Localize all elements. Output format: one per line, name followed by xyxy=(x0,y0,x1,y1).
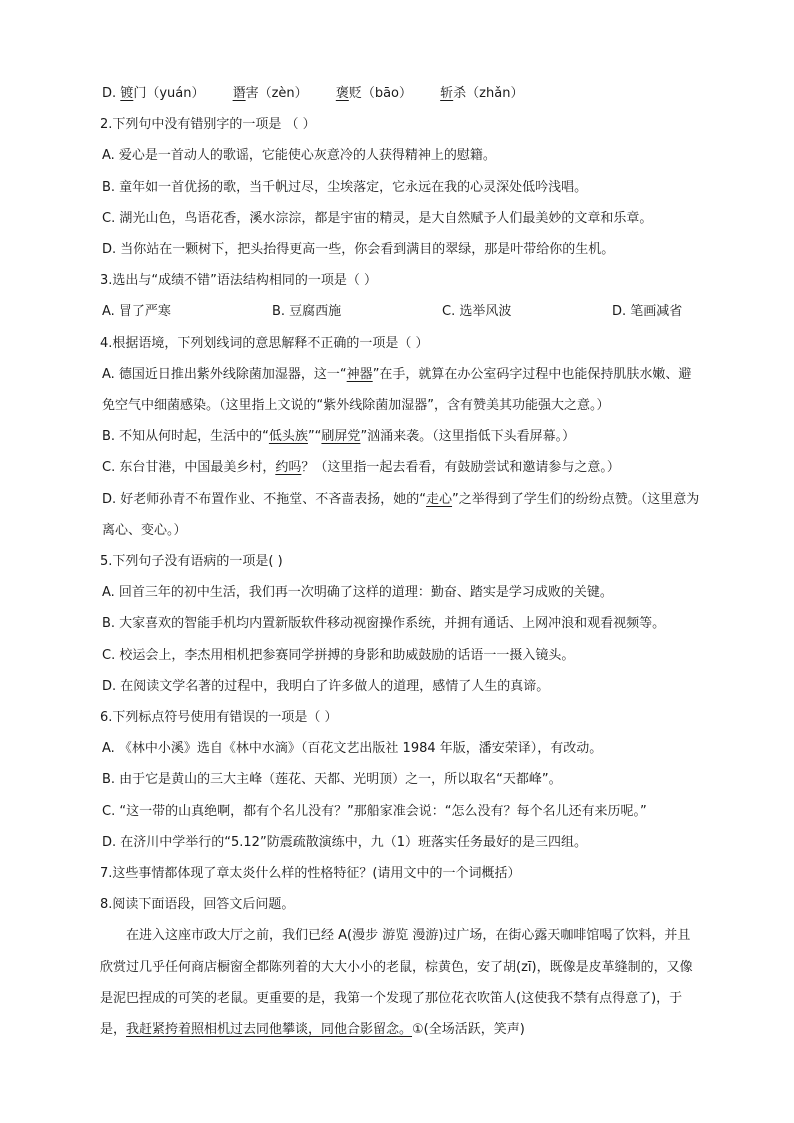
q4-option-c: C. 东台甘港，中国最美乡村，约吗？（这里指一起去看看，有鼓励尝试和邀请参与之意。） xyxy=(102,460,620,476)
q5-option-b: B. 大家喜欢的智能手机均内置新版软件移动视窗操作系统，并拥有通话、上网冲浪和观看视频等。 xyxy=(102,616,666,632)
q1-option-d-item-4: 斩杀（zhǎn） xyxy=(440,86,524,101)
q3-option-d: D. 笔画减省 xyxy=(612,304,683,320)
q3-stem: 3.选出与“成绩不错”语法结构相同的一项是（ ） xyxy=(100,273,378,289)
q3-options xyxy=(100,296,702,327)
q2-option-c: C. 湖光山色，鸟语花香，溪水淙淙，都是宇宙的精灵，是大自然赋予人们最美妙的文章和乐章。 xyxy=(102,210,653,226)
q6-option-c: C. “这一带的山真绝啊，都有个名儿没有？”那船家准会说：“怎么没有？每个名儿还有来历呢。” xyxy=(102,803,647,819)
q2-stem: 2.下列句中没有错别字的一项是 （ ） xyxy=(100,117,316,133)
q5-option-d: D. 在阅读文学名著的过程中，我明白了许多做人的道理，感情了人生的真谛。 xyxy=(102,678,550,694)
q1-option-d-item-2: 谮害（zèn） xyxy=(232,86,308,101)
q4-option-d: D. 好老师孙青不布置作业、不拖堂、不吝啬表扬，她的“走心”之举得到了学生们的纷纷点赞。（这里意为离心、变心。） xyxy=(102,491,700,538)
underlined-term: 约吗 xyxy=(275,460,302,476)
q2-option-d: D. 当你站在一颗树下，把头抬得更高一些，你会看到满目的翠绿，那是叶带给你的生机。 xyxy=(102,242,615,258)
q8-stem: 8.阅读下面语段，回答文后问题。 xyxy=(100,897,295,913)
q7-stem: 7.这些事情都体现了章太炎什么样的性格特征？(请用文中的一个词概括） xyxy=(100,866,521,882)
q5-stem: 5.下列句子没有语病的一项是( ) xyxy=(100,554,283,570)
underlined-term: 刷屏党 xyxy=(321,429,361,445)
underlined-term: 低头族 xyxy=(268,429,308,445)
q1-option-d-item-3: 褒贬（bāo） xyxy=(335,86,413,101)
q6-option-b: B. 由于它是黄山的三大主峰（莲花、天都、光明顶）之一，所以取名“天都峰”。 xyxy=(102,772,562,788)
q6-option-d: D. 在济川中学举行的“5.12”防震疏散演练中，九（1）班落实任务最好的是三四组。 xyxy=(102,834,587,850)
q1-option-d-item-1: 镀门（yuán） xyxy=(120,86,205,101)
q5-option-c: C. 校运会上，李杰用相机把参赛同学拼搏的身影和助威鼓励的话语一一摄入镜头。 xyxy=(102,647,575,663)
q1-option-d xyxy=(100,78,702,109)
q5-option-a: A. 回首三年的初中生活，我们再一次明确了这样的道理：勤奋、踏实是学习成败的关键。 xyxy=(102,585,613,601)
q2-option-b: B. 童年如一首优扬的歌，当千帆过尽，尘埃落定，它永远在我的心灵深处低吟浅唱。 xyxy=(102,179,588,195)
q3-option-b: B. 豆腐西施 xyxy=(272,304,342,320)
underlined-term: 神器 xyxy=(346,366,373,382)
q3-option-c: C. 选举风波 xyxy=(442,304,512,320)
underlined-term: 走心 xyxy=(426,491,453,507)
q3-option-a: A. 冒了严寒 xyxy=(102,304,171,320)
q2-option-a: A. 爱心是一首动人的歌谣，它能使心灰意冷的人获得精神上的慰籍。 xyxy=(102,148,496,164)
underlined-sentence: 我赶紧挎着照相机过去同他攀谈，同他合影留念。 xyxy=(126,1022,413,1038)
q4-option-b: B. 不知从何时起，生活中的“低头族”“刷屏党”汹涌来袭。（这里指低下头看屏幕。） xyxy=(102,429,576,445)
q6-stem: 6.下列标点符号使用有错误的一项是（ ） xyxy=(100,710,338,726)
q6-option-a: A. 《林中小溪》选自《林中水滴》（百花文艺出版社 1984 年版，潘安荣译），有改动。 xyxy=(102,741,603,757)
q8-passage: 在进入这座市政大厅之前，我们已经 A(漫步 游览 漫游)过广场，在街心露天咖啡馆喝了饮料，并且欣赏过几乎任何商店橱窗全都陈列着的大大小小的老鼠，棕黄色，安了胡(zī)，既像是皮革缝制的，又像是泥巴捏成的可笑的老鼠。更重要的是，我第一个发现了那位花衣吹笛人(这使我不禁有点得意了)，于是，我赶紧挎着照相机过去同他攀谈，同他合影留念。①(全场活跃，笑声) xyxy=(100,928,693,1038)
q4-stem: 4.根据语境，下列划线词的意思解释不正确的一项是（ ） xyxy=(100,335,429,351)
q4-option-a: A. 德国近日推出紫外线除菌加湿器，这一“神器”在手，就算在办公室码字过程中也能保持肌肤水嫩、避免空气中细菌感染。（这里指上文说的“紫外线除菌加湿器”，含有赞美其功能强大之意。） xyxy=(102,366,692,414)
q1-option-d-label: D. xyxy=(102,86,117,101)
